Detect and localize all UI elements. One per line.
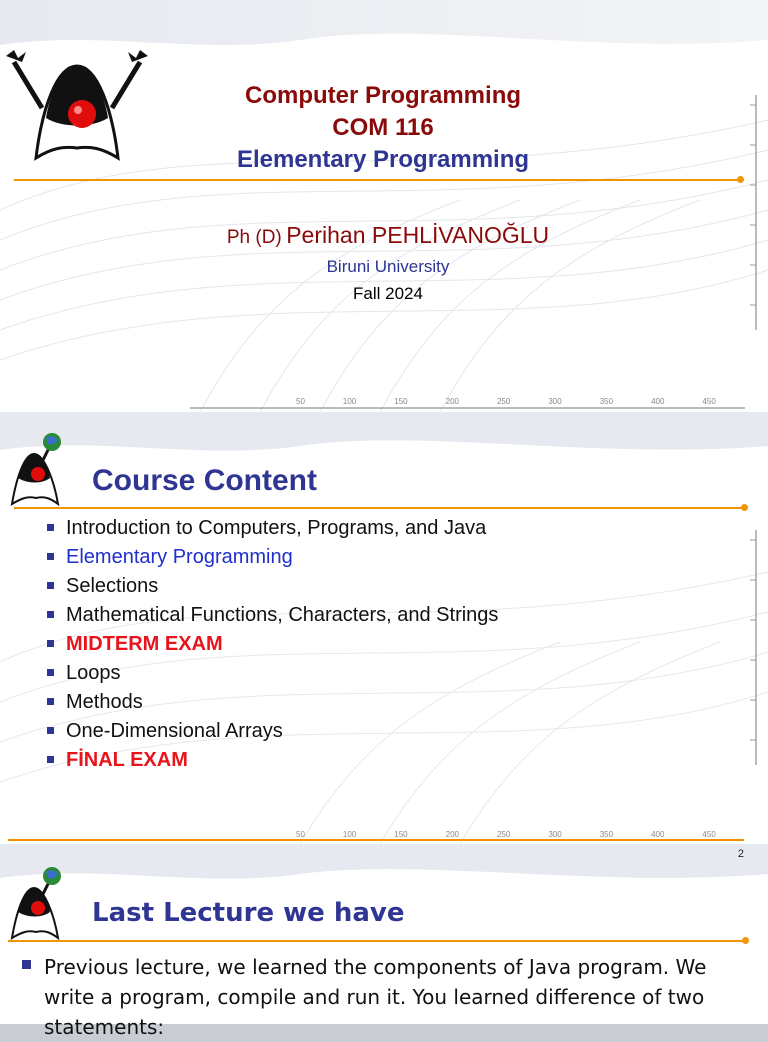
bullet-icon bbox=[22, 960, 31, 969]
ruler-label: 100 bbox=[342, 830, 357, 839]
author-prefix: Ph (D) bbox=[226, 227, 282, 248]
bullet-icon bbox=[47, 669, 54, 676]
ruler-label: 200 bbox=[445, 397, 459, 406]
ruler-label: 200 bbox=[445, 830, 459, 839]
ruler-label: 300 bbox=[548, 397, 562, 406]
course-topic-item bbox=[44, 514, 498, 543]
course-code: COM 116 bbox=[332, 114, 434, 141]
course-topic-list bbox=[44, 514, 498, 775]
ruler-label: 350 bbox=[599, 830, 614, 839]
author-name: Perihan PEHLİVANOĞLU bbox=[286, 222, 550, 248]
footer-line bbox=[8, 839, 744, 841]
lecture-summary: Previous lecture, we learned the components of Java program. We write a program, compile and run it. You learned difference of two statements: bbox=[44, 955, 707, 1039]
course-topic-text: One-Dimensional Arrays bbox=[66, 720, 283, 742]
ruler-label: 100 bbox=[342, 397, 357, 406]
author-line bbox=[100, 222, 676, 249]
bullet-icon bbox=[47, 553, 54, 560]
bullet-icon bbox=[47, 640, 54, 647]
ruler-label: 350 bbox=[599, 397, 614, 406]
ruler-label: 400 bbox=[651, 830, 665, 839]
slide-title: Course Content bbox=[92, 464, 317, 497]
course-title: Computer Programming bbox=[244, 82, 522, 109]
vertical-ruler bbox=[738, 530, 758, 765]
ruler-label: 450 bbox=[702, 397, 716, 406]
bullet-icon bbox=[47, 582, 54, 589]
ruler-label: 450 bbox=[702, 830, 716, 839]
course-topic-item bbox=[44, 543, 498, 572]
divider-dot bbox=[741, 504, 748, 511]
ruler-label: 150 bbox=[394, 830, 408, 839]
bullet-icon bbox=[47, 524, 54, 531]
title-divider bbox=[14, 179, 740, 181]
bullet-icon bbox=[47, 698, 54, 705]
course-topic-item bbox=[44, 688, 498, 717]
divider-dot bbox=[742, 937, 749, 944]
bullet-icon bbox=[47, 611, 54, 618]
ruler-label: 50 bbox=[296, 397, 305, 406]
course-topic-text: Mathematical Functions, Characters, and Strings bbox=[66, 604, 499, 626]
course-topic-text: FİNAL EXAM bbox=[66, 749, 188, 771]
title-divider bbox=[14, 507, 744, 509]
ruler-label: 250 bbox=[496, 830, 511, 839]
course-topic-text: MIDTERM EXAM bbox=[66, 633, 223, 655]
ruler-label: 300 bbox=[548, 830, 562, 839]
ruler-label: 50 bbox=[296, 830, 305, 839]
title-slide bbox=[0, 0, 768, 412]
course-topic-item bbox=[44, 717, 498, 746]
course-topic-text: Elementary Programming bbox=[66, 546, 293, 568]
ruler-labels bbox=[296, 830, 716, 839]
bullet-icon bbox=[47, 756, 54, 763]
course-topic-item bbox=[44, 572, 498, 601]
vertical-ruler bbox=[738, 95, 758, 330]
course-topic-text: Selections bbox=[66, 575, 159, 597]
university: Biruni University bbox=[326, 257, 450, 276]
ruler-label: 150 bbox=[394, 397, 408, 406]
lecture-title: Elementary Programming bbox=[236, 146, 530, 173]
course-content-slide bbox=[0, 412, 768, 844]
duke-globe-logo bbox=[8, 432, 68, 508]
slide-title: Last Lecture we have bbox=[92, 898, 405, 928]
bullet-icon bbox=[47, 727, 54, 734]
page-number: 2 bbox=[737, 848, 744, 860]
course-topic-item bbox=[44, 659, 498, 688]
duke-mascot-logo bbox=[2, 48, 152, 178]
term: Fall 2024 bbox=[353, 284, 423, 303]
last-lecture-slide bbox=[0, 844, 768, 1039]
ruler-label: 250 bbox=[496, 397, 511, 406]
course-topic-text: Methods bbox=[66, 691, 143, 713]
ruler-label: 400 bbox=[651, 397, 665, 406]
course-topic-text: Introduction to Computers, Programs, and Java bbox=[66, 517, 487, 539]
title-divider bbox=[8, 940, 746, 942]
course-topic-item bbox=[44, 630, 498, 659]
duke-globe-logo bbox=[8, 866, 68, 942]
ruler-labels bbox=[296, 397, 716, 406]
course-topic-item bbox=[44, 746, 498, 775]
course-topic-text: Loops bbox=[66, 662, 121, 684]
course-topic-item bbox=[44, 601, 498, 630]
